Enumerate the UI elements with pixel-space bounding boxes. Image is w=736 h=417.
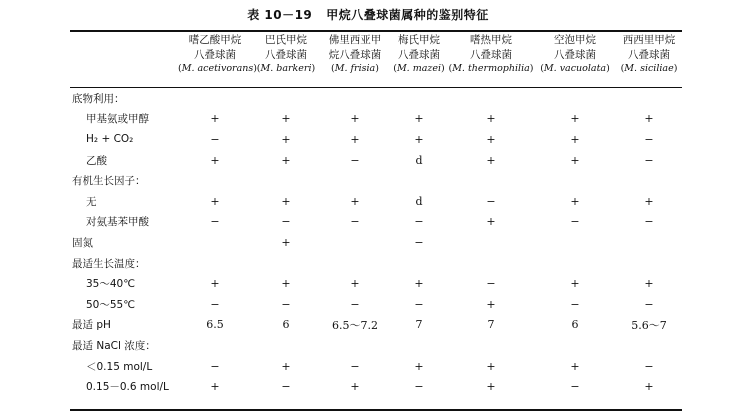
table-row	[70, 315, 682, 336]
row-sublabel: 无	[86, 195, 97, 208]
column-name-line1: 嗜乙酸甲烷	[188, 34, 242, 46]
table-cell	[390, 253, 448, 274]
table-cell: −	[570, 215, 580, 229]
table-cell	[252, 253, 320, 274]
table-cell: −	[281, 215, 291, 229]
table-cell: +	[210, 194, 220, 208]
table-cell: +	[281, 153, 291, 167]
table-cell: +	[644, 380, 654, 394]
table-cell: +	[350, 277, 360, 291]
table-cell: +	[281, 132, 291, 146]
table-cell: −	[210, 359, 220, 373]
row-label: 最适 pH	[72, 319, 111, 332]
table-cell: +	[281, 194, 291, 208]
table-cell: +	[210, 380, 220, 394]
table-row	[70, 109, 682, 130]
column-name-line1: 巴氏甲烷	[265, 34, 307, 46]
column-latin-name	[252, 62, 320, 77]
row-sublabel: ＜0.15 mol/L	[86, 360, 153, 373]
table-cell	[390, 170, 448, 191]
table-cell: −	[414, 297, 424, 311]
column-header	[390, 33, 448, 77]
table-row	[70, 88, 682, 109]
row-label: 固氮	[72, 236, 93, 249]
table-cell: 6.5	[206, 318, 224, 332]
latin-open-paren: (	[620, 63, 625, 74]
table-cell: −	[281, 380, 291, 394]
table-cell	[616, 88, 682, 109]
table-cell: −	[414, 235, 424, 249]
table-cell: −	[210, 215, 220, 229]
table-row	[70, 191, 682, 212]
table-cell: +	[281, 112, 291, 126]
column-name-line1: 西西里甲烷	[622, 34, 676, 46]
table-cell	[448, 170, 534, 191]
latin-species-name: M. mazei	[396, 63, 442, 74]
column-name-line1: 佛里西亚甲	[328, 34, 382, 46]
column-header	[448, 33, 534, 77]
column-header-table	[70, 33, 682, 77]
latin-open-paren: (	[393, 63, 397, 74]
table-row	[70, 170, 682, 191]
table-cell	[448, 253, 534, 274]
table-cell: +	[210, 112, 220, 126]
table-cell: 6.5～7.2	[332, 318, 378, 332]
table-title	[0, 6, 736, 23]
table-row	[70, 294, 682, 315]
table-cell: +	[486, 153, 496, 167]
table-row	[70, 335, 682, 356]
table-cell: +	[644, 277, 654, 291]
table-cell: +	[570, 359, 580, 373]
table-cell: −	[570, 380, 580, 394]
latin-species-name: M. vacuolata	[543, 63, 607, 74]
table-cell	[390, 88, 448, 109]
latin-close-paren: )	[673, 63, 678, 74]
latin-species-name: M. siciliae	[624, 63, 674, 74]
table-number: 表 10－19	[247, 8, 313, 22]
column-name-line2: 八叠球菌	[554, 48, 596, 61]
column-name-line2: 八叠球菌	[265, 48, 307, 61]
table-cell: −	[414, 215, 424, 229]
column-header	[616, 33, 682, 77]
column-latin-name	[534, 62, 616, 77]
data-table	[70, 88, 682, 397]
table-row	[70, 376, 682, 397]
table-row	[70, 273, 682, 294]
row-label-header	[70, 33, 178, 77]
table-cell: +	[644, 112, 654, 126]
table-cell: +	[281, 359, 291, 373]
table-cell	[534, 253, 616, 274]
table-cell	[178, 253, 252, 274]
column-header	[534, 33, 616, 77]
table-cell	[616, 232, 682, 253]
table-cell: d	[415, 194, 423, 208]
column-name-line1: 梅氏甲烷	[398, 34, 440, 46]
table-cell	[616, 253, 682, 274]
row-sublabel: 对氨基苯甲酸	[86, 216, 149, 229]
table-cell	[178, 335, 252, 356]
column-name-line2: 八叠球菌	[470, 48, 512, 61]
table-cell: 6	[282, 318, 290, 332]
table-cell	[534, 232, 616, 253]
table-cell	[390, 335, 448, 356]
column-name-line2: 八叠球菌	[398, 48, 440, 61]
row-sublabel: 50～55℃	[86, 298, 136, 311]
table-cell: −	[350, 153, 360, 167]
table-cell: +	[486, 297, 496, 311]
table-cell: +	[486, 132, 496, 146]
table-cell: +	[350, 132, 360, 146]
latin-open-paren: (	[178, 63, 182, 74]
table-row	[70, 212, 682, 233]
table-cell	[448, 88, 534, 109]
row-sublabel: 0.15－0.6 mol/L	[86, 381, 169, 394]
table-cell: +	[570, 153, 580, 167]
table-cell: +	[486, 215, 496, 229]
table-cell: −	[644, 153, 654, 167]
bottom-rule	[70, 409, 682, 411]
top-rule	[70, 30, 682, 32]
table-cell	[320, 253, 390, 274]
table-cell: 7	[415, 318, 423, 332]
table-cell	[616, 170, 682, 191]
column-header	[178, 33, 257, 77]
table-cell	[534, 335, 616, 356]
table-cell: −	[644, 132, 654, 146]
column-name-line2: 八叠球菌	[628, 48, 670, 61]
table-cell: +	[350, 112, 360, 126]
table-cell: −	[486, 194, 496, 208]
latin-close-paren: )	[253, 63, 257, 74]
table-cell	[448, 335, 534, 356]
table-row	[70, 129, 682, 150]
table-cell: +	[486, 112, 496, 126]
table-cell: −	[486, 277, 496, 291]
table-cell: +	[281, 235, 291, 249]
row-label: 有机生长因子：	[72, 175, 146, 188]
column-latin-name	[390, 62, 448, 77]
table-cell	[534, 88, 616, 109]
latin-species-name: M. acetivorans	[181, 63, 254, 74]
table-cell: −	[644, 215, 654, 229]
column-latin-name	[320, 62, 390, 77]
latin-open-paren: (	[331, 63, 335, 74]
table-cell: 7	[487, 318, 495, 332]
table-cell	[320, 232, 390, 253]
table-cell	[178, 170, 252, 191]
table-cell: −	[350, 297, 360, 311]
table-row	[70, 150, 682, 171]
table-cell: +	[210, 277, 220, 291]
table-cell: 6	[571, 318, 579, 332]
table-cell: −	[281, 297, 291, 311]
table-cell: +	[570, 132, 580, 146]
latin-close-paren: )	[311, 63, 316, 74]
column-name-line2: 八叠球菌	[194, 48, 236, 61]
table-cell: +	[644, 194, 654, 208]
table-row	[70, 356, 682, 377]
table-cell	[252, 88, 320, 109]
table-cell: +	[414, 132, 424, 146]
table-caption: 甲烷八叠球菌属种的鉴别特征	[326, 8, 489, 22]
table-cell: −	[210, 297, 220, 311]
table-cell: −	[414, 380, 424, 394]
column-latin-name	[616, 62, 682, 77]
table-cell	[178, 232, 252, 253]
table-cell	[320, 170, 390, 191]
table-cell: +	[350, 194, 360, 208]
row-sublabel: 35～40℃	[86, 278, 136, 291]
table-cell: −	[350, 215, 360, 229]
table-row	[70, 253, 682, 274]
row-label: 底物利用：	[72, 92, 125, 105]
column-name-line1: 嗜热甲烷	[470, 34, 512, 46]
latin-open-paren: (	[540, 63, 544, 74]
latin-species-name: M. frisia	[334, 63, 376, 74]
column-header-row	[70, 33, 682, 77]
column-header	[252, 33, 320, 77]
table-body	[70, 88, 682, 397]
table-cell: +	[350, 380, 360, 394]
table-cell	[252, 170, 320, 191]
column-latin-name	[178, 62, 257, 77]
table-cell: +	[414, 359, 424, 373]
table-cell: +	[486, 359, 496, 373]
table-cell	[178, 88, 252, 109]
table-cell: −	[644, 359, 654, 373]
latin-close-paren: )	[606, 63, 610, 74]
latin-species-name: M. thermophilia	[452, 63, 530, 74]
table-cell: +	[570, 112, 580, 126]
table-cell	[448, 232, 534, 253]
latin-open-paren: (	[256, 63, 261, 74]
table-cell: d	[415, 153, 423, 167]
table-cell: +	[570, 194, 580, 208]
column-name-line1: 空泡甲烷	[554, 34, 596, 46]
latin-species-name: M. barkeri	[260, 63, 312, 74]
table-cell	[320, 335, 390, 356]
table-cell: +	[210, 153, 220, 167]
table-cell: −	[570, 297, 580, 311]
row-sublabel: 乙酸	[86, 154, 107, 167]
table-cell: +	[281, 277, 291, 291]
table-cell	[252, 335, 320, 356]
table-row	[70, 232, 682, 253]
table-cell: −	[210, 132, 220, 146]
column-latin-name	[448, 62, 534, 77]
table-cell	[534, 170, 616, 191]
table-cell	[616, 335, 682, 356]
latin-close-paren: )	[441, 63, 445, 74]
table-cell: +	[414, 112, 424, 126]
latin-close-paren: )	[529, 63, 534, 74]
row-label: 最适生长温度：	[72, 257, 146, 270]
column-header	[320, 33, 390, 77]
latin-open-paren: (	[448, 63, 453, 74]
table-cell: −	[350, 359, 360, 373]
row-sublabel: H₂ + CO₂	[86, 133, 134, 146]
table-cell	[320, 88, 390, 109]
column-name-line2: 烷八叠球菌	[328, 48, 382, 61]
table-cell: +	[570, 277, 580, 291]
row-label: 最适 NaCl 浓度：	[72, 339, 156, 352]
latin-close-paren: )	[375, 63, 379, 74]
row-sublabel: 甲基氨或甲醇	[86, 113, 149, 126]
table-cell: −	[644, 297, 654, 311]
table-cell: 5.6～7	[631, 318, 667, 332]
table-cell: +	[414, 277, 424, 291]
table-cell: +	[486, 380, 496, 394]
